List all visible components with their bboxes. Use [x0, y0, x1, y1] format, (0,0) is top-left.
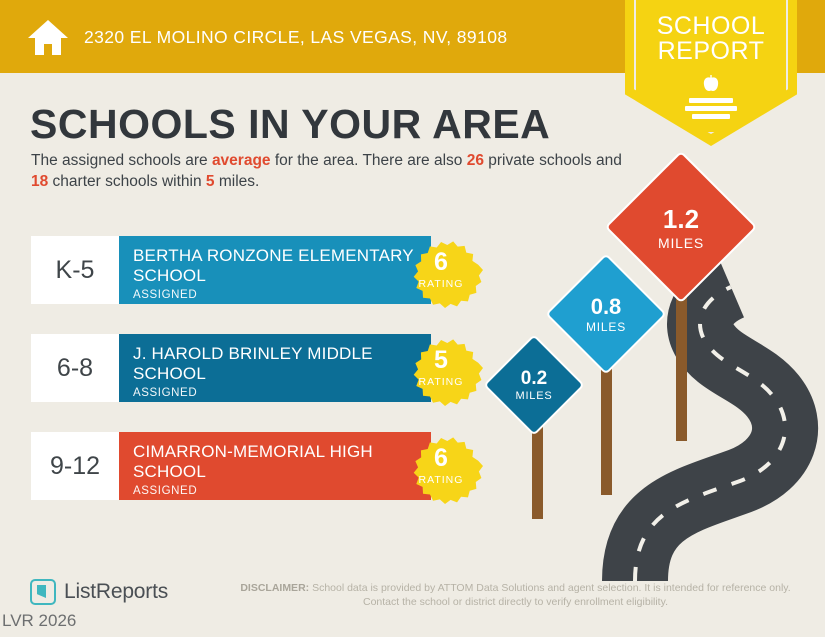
- rating-badge: [399, 424, 483, 508]
- summary-part-2: for the area. There are also: [270, 152, 467, 169]
- rating-badge: [399, 228, 483, 312]
- disclaimer-label: DISCLAIMER:: [240, 582, 310, 594]
- rating-word: average: [211, 152, 271, 169]
- summary-part-5: miles.: [214, 173, 260, 190]
- property-address: 2320 EL MOLINO CIRCLE, LAS VEGAS, NV, 89108: [84, 27, 508, 47]
- rating-label: RATING: [418, 376, 464, 388]
- rating-value: 6: [434, 248, 448, 276]
- school-info: [119, 334, 431, 402]
- radius-miles: 5: [205, 173, 215, 190]
- badge-title: [625, 14, 797, 64]
- school-name: CIMARRON-MEMORIAL HIGH SCHOOL: [133, 442, 373, 481]
- charter-school-count: 18: [31, 173, 49, 190]
- sign-distance: 0.8: [590, 294, 622, 319]
- sign-unit: MILES: [515, 390, 553, 402]
- distance-sign-text: [629, 175, 733, 279]
- school-info: [119, 432, 431, 500]
- school-row[interactable]: [31, 432, 464, 500]
- summary-part-1: The assigned schools are: [31, 152, 212, 169]
- brand-name: ListReports: [64, 580, 169, 603]
- listreports-logo-icon: [30, 579, 56, 605]
- distance-sign-text: [565, 273, 647, 355]
- road-illustration: [485, 181, 825, 581]
- sign-unit: MILES: [657, 234, 704, 251]
- distance-sign-text: [500, 351, 568, 419]
- grade-range: 9-12: [31, 432, 119, 500]
- mls-label: LVR 2026: [2, 611, 77, 630]
- listreports-logo[interactable]: [30, 579, 168, 605]
- summary-part-3: private schools and: [483, 152, 622, 169]
- school-status: ASSIGNED: [133, 289, 198, 301]
- school-info: [119, 236, 431, 304]
- school-name: J. HAROLD BRINLEY MIDDLE SCHOOL: [133, 344, 373, 383]
- school-report-badge: [625, 0, 797, 146]
- rating-badge: [399, 326, 483, 410]
- rating-value: 6: [434, 444, 448, 472]
- badge-title-line2: REPORT: [657, 37, 765, 65]
- badge-title-line1: SCHOOL: [656, 12, 766, 40]
- apple-icon: [701, 74, 721, 94]
- sign-unit: MILES: [585, 320, 626, 334]
- school-status: ASSIGNED: [133, 485, 198, 497]
- rating-label: RATING: [418, 474, 464, 486]
- sign-distance: 1.2: [662, 203, 700, 234]
- grade-range: 6-8: [31, 334, 119, 402]
- grade-range: K-5: [31, 236, 119, 304]
- school-status: ASSIGNED: [133, 387, 198, 399]
- page-title: SCHOOLS IN YOUR AREA: [30, 101, 551, 147]
- rating-value: 5: [434, 346, 448, 374]
- school-row[interactable]: [31, 334, 464, 402]
- rating-label: RATING: [418, 278, 464, 290]
- school-row[interactable]: [31, 236, 464, 304]
- school-name: BERTHA RONZONE ELEMENTARY SCHOOL: [133, 246, 414, 285]
- home-icon: [26, 15, 70, 59]
- books-icon: [685, 98, 737, 120]
- disclaimer: [238, 581, 793, 609]
- private-school-count: 26: [466, 152, 484, 169]
- disclaimer-text: School data is provided by ATTOM Data Solutions and agent selection. It is intended for reference only. Contact the school or district directly to verify enrollment eligibility.: [309, 582, 791, 608]
- sign-distance: 0.2: [520, 368, 548, 389]
- summary-part-4: charter schools within: [48, 173, 206, 190]
